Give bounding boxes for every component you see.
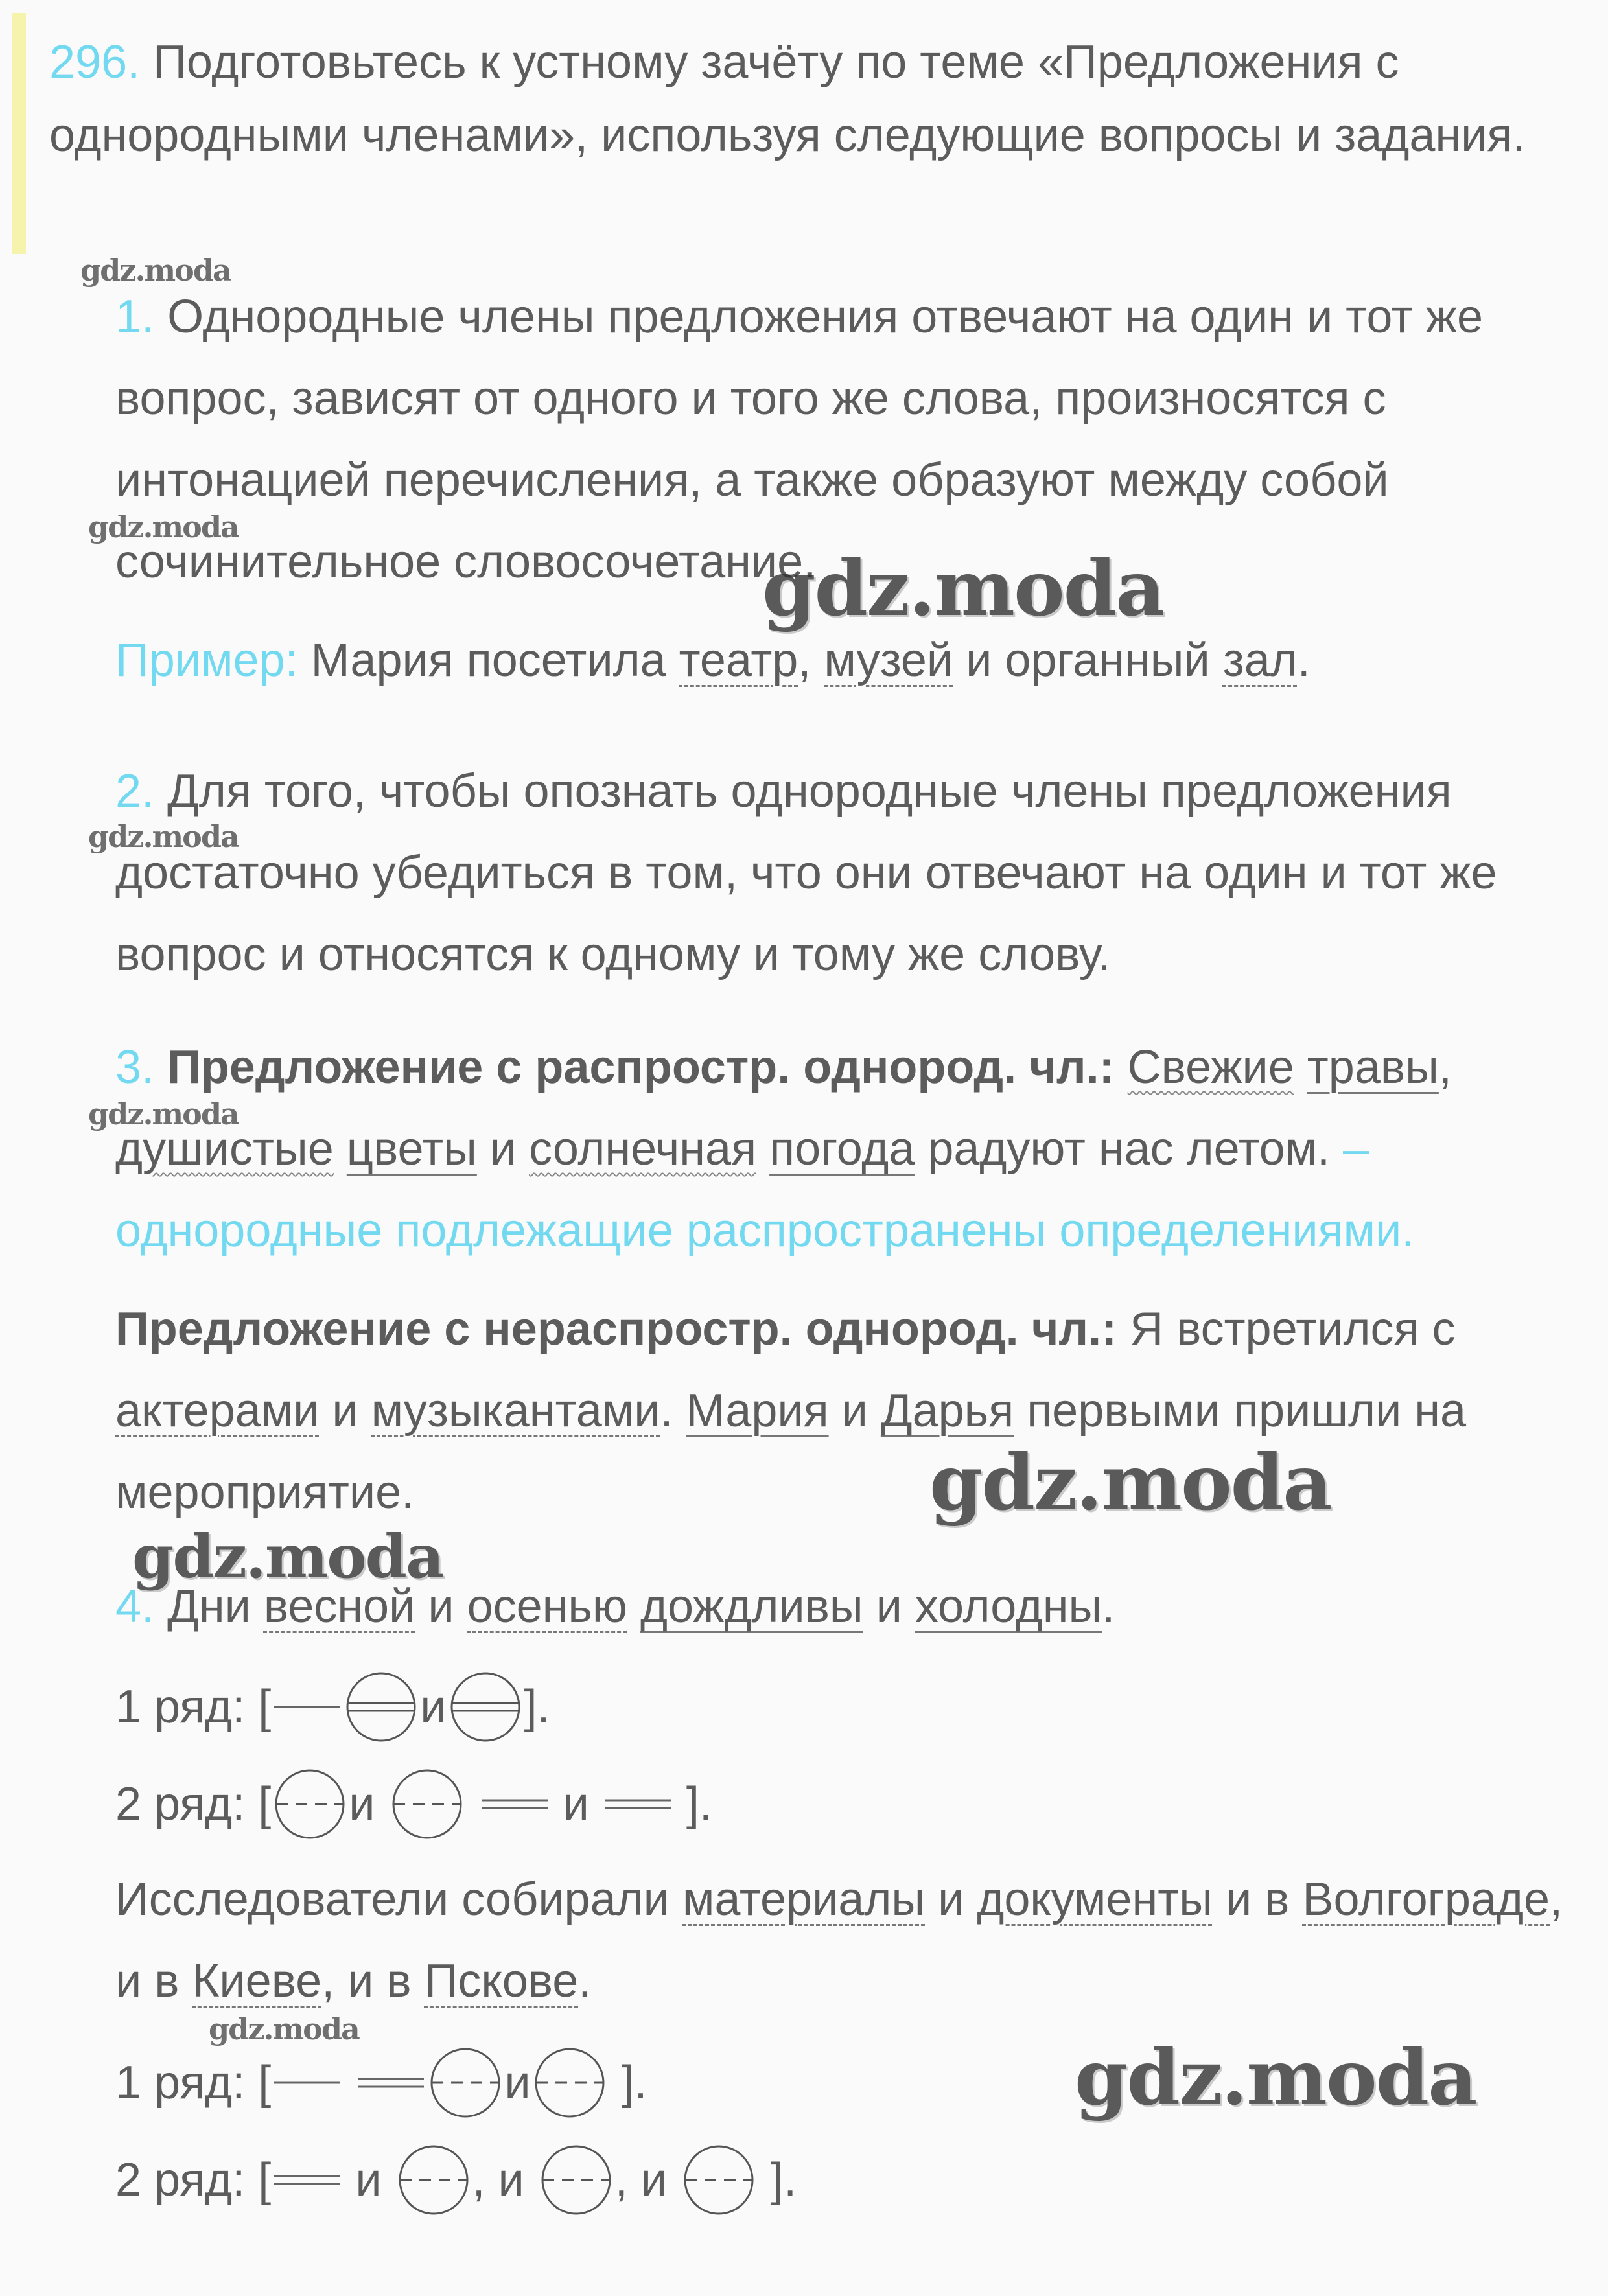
- double-line-symbol: [602, 1796, 673, 1812]
- single-line-symbol: [271, 2076, 342, 2089]
- answer-3b-label: Предложение с нераспростр. однород. чл.:: [115, 1303, 1117, 1355]
- adverbial-word: Пскове: [424, 1955, 579, 2007]
- adverbial-word: Киеве: [192, 1955, 322, 2007]
- watermark: gdz.moda: [88, 509, 239, 544]
- adverbial-word: Волгограде: [1302, 1873, 1550, 1925]
- example-label: Пример:: [115, 634, 298, 686]
- double-line-symbol: [479, 1796, 550, 1812]
- answer-4-number: 4.: [115, 1581, 155, 1632]
- circle-dashed-line-symbol: [426, 2047, 504, 2119]
- example-sentence: Пример: Мария посетила театр, музей и органный зал.: [115, 634, 1311, 686]
- answer-3-label: Предложение с распростр. однород. чл.:: [167, 1041, 1115, 1093]
- example-word: зал: [1222, 634, 1298, 686]
- circle-double-line-symbol: [342, 1671, 420, 1743]
- example-word: театр: [679, 634, 798, 686]
- answer-3b: Предложение с нераспростр. однород. чл.: Я встретился с актерами и музыкантами. Мария и Дарья первыми пришли на мероприятие.: [115, 1303, 1467, 1518]
- attribute-word: Свежие: [1127, 1041, 1294, 1093]
- attribute-word: солнечная: [529, 1123, 757, 1175]
- watermark: gdz.moda: [80, 253, 231, 288]
- watermark: gdz.moda: [132, 1522, 443, 1592]
- scheme-1-row-1: 1 ряд: [ и ].: [115, 1663, 550, 1745]
- double-line-symbol: [271, 2172, 342, 2188]
- circle-dashed-line-symbol: [388, 1768, 466, 1840]
- watermark: gdz.moda: [1075, 2032, 1476, 2122]
- circle-double-line-symbol: [447, 1671, 524, 1743]
- subject-word: погода: [769, 1123, 915, 1175]
- answer-3: 3. Предложение с распростр. однород. чл.: Свежие травы, душистые цветы и солнечная погода радуют нас летом. – однородные подлежащие распространены определениями.: [115, 1041, 1452, 1257]
- object-word: материалы: [682, 1873, 926, 1925]
- answer-2-text: Для того, чтобы опознать однородные члены предложения достаточно убедиться в том, что они отвечают на один и тот же вопрос и относятся к одному и тому же слову.: [115, 765, 1497, 980]
- subject-word: травы: [1307, 1041, 1439, 1093]
- task-statement: [49, 26, 1579, 172]
- watermark: gdz.moda: [88, 1096, 239, 1131]
- object-word: музыкантами: [371, 1385, 660, 1437]
- adverbial-word: весной: [263, 1581, 415, 1632]
- circle-dashed-line-symbol: [531, 2047, 609, 2119]
- predicate-word: холодны: [915, 1581, 1102, 1632]
- sentence-2: Исследователи собирали материалы и документы и в Волгограде, и в Киеве, и в Пскове.: [115, 1873, 1563, 2007]
- attribute-word: душистые: [115, 1123, 334, 1175]
- task-text: Подготовьтесь к устному зачёту по теме «Предложения с однородными членами», используя следующие вопросы и задания.: [49, 36, 1526, 161]
- task-number: 296.: [49, 36, 141, 88]
- scheme-2-row-2: 2 ряд: [ и , и , и ].: [115, 2136, 797, 2218]
- watermark: gdz.moda: [929, 1437, 1331, 1527]
- subject-word: Мария: [686, 1385, 829, 1437]
- scheme-2-row-1: 1 ряд: [ и ].: [115, 2039, 647, 2120]
- predicate-word: дождливы: [640, 1581, 863, 1632]
- answer-1-text: Однородные члены предложения отвечают на один и тот же вопрос, зависят от одного и того же слова, произносятся с интонацией перечисления, а также образуют между собой сочинительное словосочетание.: [115, 291, 1483, 588]
- watermark: gdz.moda: [762, 543, 1164, 633]
- scheme-1-row-2: 2 ряд: [ и и ].: [115, 1760, 712, 1842]
- highlight-bar: [12, 13, 26, 254]
- circle-dashed-line-symbol: [680, 2144, 758, 2216]
- answer-2-number: 2.: [115, 765, 155, 817]
- object-word: документы: [977, 1873, 1213, 1925]
- object-word: актерами: [115, 1385, 320, 1437]
- example-word: музей: [824, 634, 953, 686]
- answer-1-number: 1.: [115, 291, 155, 343]
- answer-3-number: 3.: [115, 1041, 155, 1093]
- watermark: gdz.moda: [209, 2012, 359, 2047]
- single-line-symbol: [271, 1700, 342, 1713]
- circle-dashed-line-symbol: [537, 2144, 615, 2216]
- subject-word: Дарья: [880, 1385, 1014, 1437]
- watermark: gdz.moda: [88, 819, 239, 854]
- answer-2: [19, 750, 1588, 995]
- double-line-symbol: [355, 2075, 426, 2091]
- circle-dashed-line-symbol: [271, 1768, 349, 1840]
- subject-word: цветы: [346, 1123, 477, 1175]
- adverbial-word: осенью: [467, 1581, 627, 1632]
- answer-3-comment: – однородные подлежащие распространены определениями.: [115, 1123, 1415, 1257]
- answer-4: 4. Дни весной и осенью дождливы и холодны.: [115, 1581, 1115, 1632]
- circle-dashed-line-symbol: [395, 2144, 472, 2216]
